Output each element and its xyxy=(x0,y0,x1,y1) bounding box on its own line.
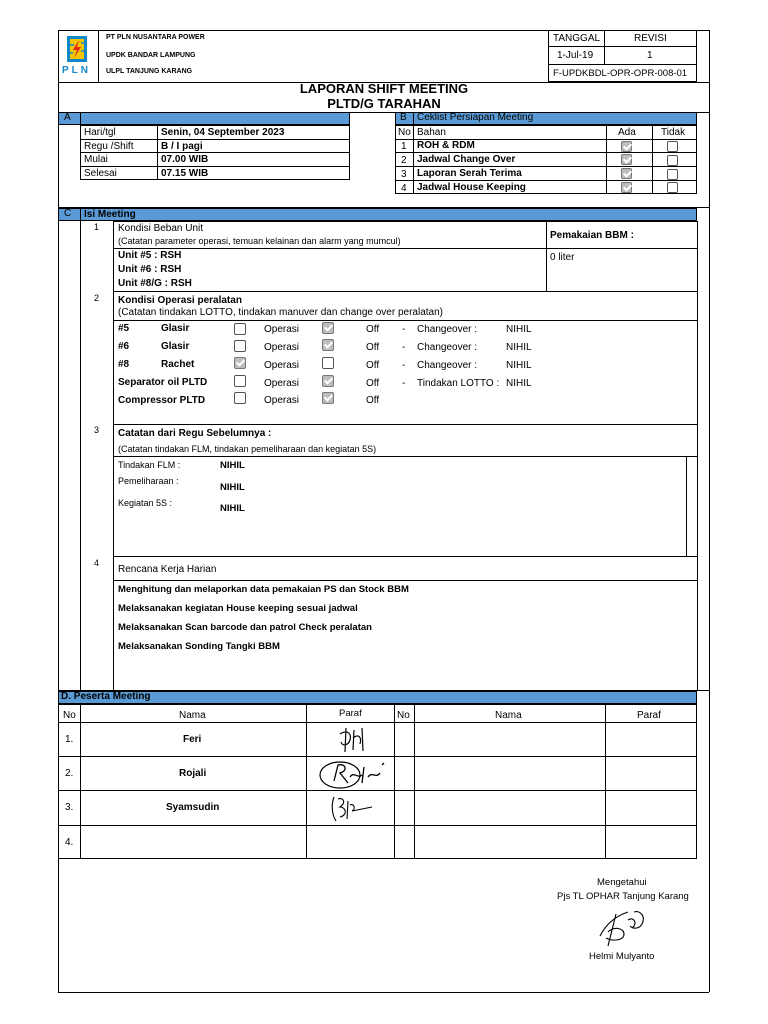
participant-no: 1. xyxy=(65,734,74,745)
task-item: Menghitung dan melaporkan data pemakaian PS dan Stock BBM xyxy=(118,584,409,595)
pemeliharaan-value: NIHIL xyxy=(220,482,245,493)
bbm-label: Pemakaian BBM : xyxy=(550,230,634,241)
signature-feri xyxy=(336,724,372,756)
participant-name: Rojali xyxy=(179,768,207,779)
off-label: Off xyxy=(366,360,380,371)
task-item: Melaksanakan Sonding Tangki BBM xyxy=(118,641,280,652)
participant-no: 3. xyxy=(65,802,74,813)
d-col-no-2: No xyxy=(397,710,410,721)
operasi-label: Operasi xyxy=(264,395,300,406)
b-row-bahan: Laporan Serah Terima xyxy=(417,168,522,179)
b-row-no: 4 xyxy=(401,183,407,194)
action-value: NIHIL xyxy=(506,360,532,371)
header-divider xyxy=(98,30,99,82)
unit5-status: Unit #5 : RSH xyxy=(118,250,182,261)
checkbox-operasi[interactable] xyxy=(234,392,246,404)
section-d-title: D. Peserta Meeting xyxy=(61,691,151,702)
item2-number: 2 xyxy=(94,293,100,303)
pemeliharaan-label: Pemeliharaan : xyxy=(118,476,179,486)
action-label: Changeover : xyxy=(417,324,478,335)
company-name: PT PLN NUSANTARA POWER xyxy=(106,34,205,41)
unit-name: UPDK BANDAR LAMPUNG xyxy=(106,52,196,59)
pln-logo-text: PLN xyxy=(62,65,91,76)
tanggal-value: 1-Jul-19 xyxy=(557,50,594,61)
item3-number: 3 xyxy=(94,425,100,435)
revisi-label: REVISI xyxy=(634,33,667,44)
checkbox-off-checked[interactable] xyxy=(322,339,334,351)
checkbox-operasi[interactable] xyxy=(234,323,246,335)
operasi-label: Operasi xyxy=(264,360,300,371)
section-a-header xyxy=(58,112,350,125)
approver-position: Pjs TL OPHAR Tanjung Karang xyxy=(557,891,689,902)
subunit-name: ULPL TANJUNG KARANG xyxy=(106,68,193,75)
checkbox-off-checked[interactable] xyxy=(322,322,334,334)
off-label: Off xyxy=(366,378,380,389)
operasi-label: Operasi xyxy=(264,378,300,389)
flm-label: Tindakan FLM : xyxy=(118,460,181,470)
b-row-no: 1 xyxy=(401,141,407,152)
equip-unit: Separator oil PLTD xyxy=(118,377,208,388)
dash: - xyxy=(402,324,406,335)
d-col-paraf-2: Paraf xyxy=(637,710,661,721)
b-col-tidak: Tidak xyxy=(661,127,686,138)
item2-title: Kondisi Operasi peralatan xyxy=(118,295,242,306)
item2-note: (Catatan tindakan LOTTO, tindakan manuver dan change over peralatan) xyxy=(118,307,444,318)
action-label: Changeover : xyxy=(417,342,478,353)
action-value: NIHIL xyxy=(506,378,532,389)
checkbox-off-checked[interactable] xyxy=(322,392,334,404)
dash: - xyxy=(402,342,406,353)
signature-syamsudin xyxy=(328,793,376,825)
b-col-bahan: Bahan xyxy=(417,127,446,138)
frame-bottom xyxy=(58,992,709,993)
item4-title: Rencana Kerja Harian xyxy=(118,564,217,575)
regu-value: B / I pagi xyxy=(161,141,203,152)
participant-no: 4. xyxy=(65,837,74,848)
item3-title: Catatan dari Regu Sebelumnya : xyxy=(118,428,272,439)
b-col-no: No xyxy=(398,127,411,138)
mulai-value: 07.00 WIB xyxy=(161,154,209,165)
section-c-title: Isi Meeting xyxy=(84,209,136,220)
mulai-label: Mulai xyxy=(84,154,108,165)
tanggal-label: TANGGAL xyxy=(553,33,601,44)
item1-note: (Catatan parameter operasi, temuan kelainan dan alarm yang mumcul) xyxy=(118,236,401,246)
section-c-header xyxy=(58,208,697,221)
item1-number: 1 xyxy=(94,222,100,232)
hari-label: Hari/tgl xyxy=(84,127,116,138)
off-label: Off xyxy=(366,395,380,406)
checkbox-operasi[interactable] xyxy=(234,375,246,387)
kegiatan-value: NIHIL xyxy=(220,503,245,514)
equip-unit: Compressor PLTD xyxy=(118,395,206,406)
participant-name: Syamsudin xyxy=(166,802,220,813)
bbm-value: 0 liter xyxy=(550,252,575,263)
b-row-bahan: Jadwal House Keeping xyxy=(417,182,526,193)
equip-unit: #8 xyxy=(118,359,130,370)
equip-name: Glasir xyxy=(161,341,190,352)
item1-title: Kondisi Beban Unit xyxy=(118,223,204,234)
checkbox-operasi-checked[interactable] xyxy=(234,357,246,369)
b-row-no: 2 xyxy=(401,155,407,166)
d-col-nama: Nama xyxy=(179,710,206,721)
checkbox-ada-checked[interactable] xyxy=(621,141,632,152)
participant-name: Feri xyxy=(183,734,202,745)
section-c-letter: C xyxy=(64,208,72,219)
operasi-label: Operasi xyxy=(264,342,300,353)
section-b-title: Ceklist Persiapan Meeting xyxy=(417,112,534,123)
checkbox-tidak[interactable] xyxy=(667,155,678,166)
checkbox-ada-checked[interactable] xyxy=(621,154,632,165)
item3-note: (Catatan tindakan FLM, tindakan pemeliharaan dan kegiatan 5S) xyxy=(118,444,377,454)
checkbox-ada-checked[interactable] xyxy=(621,182,632,193)
signature-rojali xyxy=(318,757,390,791)
equip-unit: #5 xyxy=(118,323,130,334)
page-subtitle: PLTD/G TARAHAN xyxy=(327,96,441,111)
checkbox-operasi[interactable] xyxy=(234,340,246,352)
off-label: Off xyxy=(366,324,380,335)
section-d-header xyxy=(58,691,697,704)
operasi-label: Operasi xyxy=(264,324,300,335)
checkbox-tidak[interactable] xyxy=(667,182,678,193)
equip-unit: #6 xyxy=(118,341,130,352)
revisi-value: 1 xyxy=(647,50,653,61)
dash: - xyxy=(402,378,406,389)
participant-no: 2. xyxy=(65,768,74,779)
checkbox-off[interactable] xyxy=(322,357,334,369)
equip-name: Glasir xyxy=(161,323,190,334)
action-label: Changeover : xyxy=(417,360,478,371)
pln-logo xyxy=(60,34,96,78)
selesai-label: Selesai xyxy=(84,168,117,179)
kegiatan-label: Kegiatan 5S : xyxy=(118,498,173,508)
b-row-no: 3 xyxy=(401,169,407,180)
d-col-no: No xyxy=(63,710,76,721)
b-row-bahan: Jadwal Change Over xyxy=(417,154,516,165)
b-col-ada: Ada xyxy=(618,127,636,138)
signature-helmi xyxy=(594,906,650,950)
checkbox-tidak[interactable] xyxy=(667,141,678,152)
unit6-status: Unit #6 : RSH xyxy=(118,264,182,275)
flm-value: NIHIL xyxy=(220,460,245,471)
action-value: NIHIL xyxy=(506,342,532,353)
regu-label: Regu /Shift xyxy=(84,141,134,152)
hari-value: Senin, 04 September 2023 xyxy=(161,127,285,138)
page-title: LAPORAN SHIFT MEETING xyxy=(299,81,469,96)
off-label: Off xyxy=(366,342,380,353)
task-item: Melaksanakan Scan barcode dan patrol Check peralatan xyxy=(118,622,372,633)
selesai-value: 07.15 WIB xyxy=(161,168,209,179)
section-a-letter: A xyxy=(64,112,71,123)
mengetahui-label: Mengetahui xyxy=(597,877,647,888)
section-b-letter: B xyxy=(400,112,407,123)
b-row-bahan: ROH & RDM xyxy=(417,140,475,151)
dash: - xyxy=(402,360,406,371)
action-label: Tindakan LOTTO : xyxy=(417,378,500,389)
d-col-nama-2: Nama xyxy=(495,710,522,721)
checkbox-tidak[interactable] xyxy=(667,169,678,180)
task-item: Melaksanakan kegiatan House keeping sesuai jadwal xyxy=(118,603,358,614)
action-value: NIHIL xyxy=(506,324,532,335)
checkbox-off-checked[interactable] xyxy=(322,375,334,387)
equip-name: Rachet xyxy=(161,359,195,370)
doc-code: F-UPDKBDL-OPR-OPR-008-01 xyxy=(553,68,688,79)
d-col-paraf: Paraf xyxy=(339,708,362,719)
checkbox-ada-checked[interactable] xyxy=(621,168,632,179)
frame-right xyxy=(709,30,710,992)
approver-name: Helmi Mulyanto xyxy=(589,951,655,962)
unit8-status: Unit #8/G : RSH xyxy=(118,278,192,289)
item4-number: 4 xyxy=(94,558,100,568)
